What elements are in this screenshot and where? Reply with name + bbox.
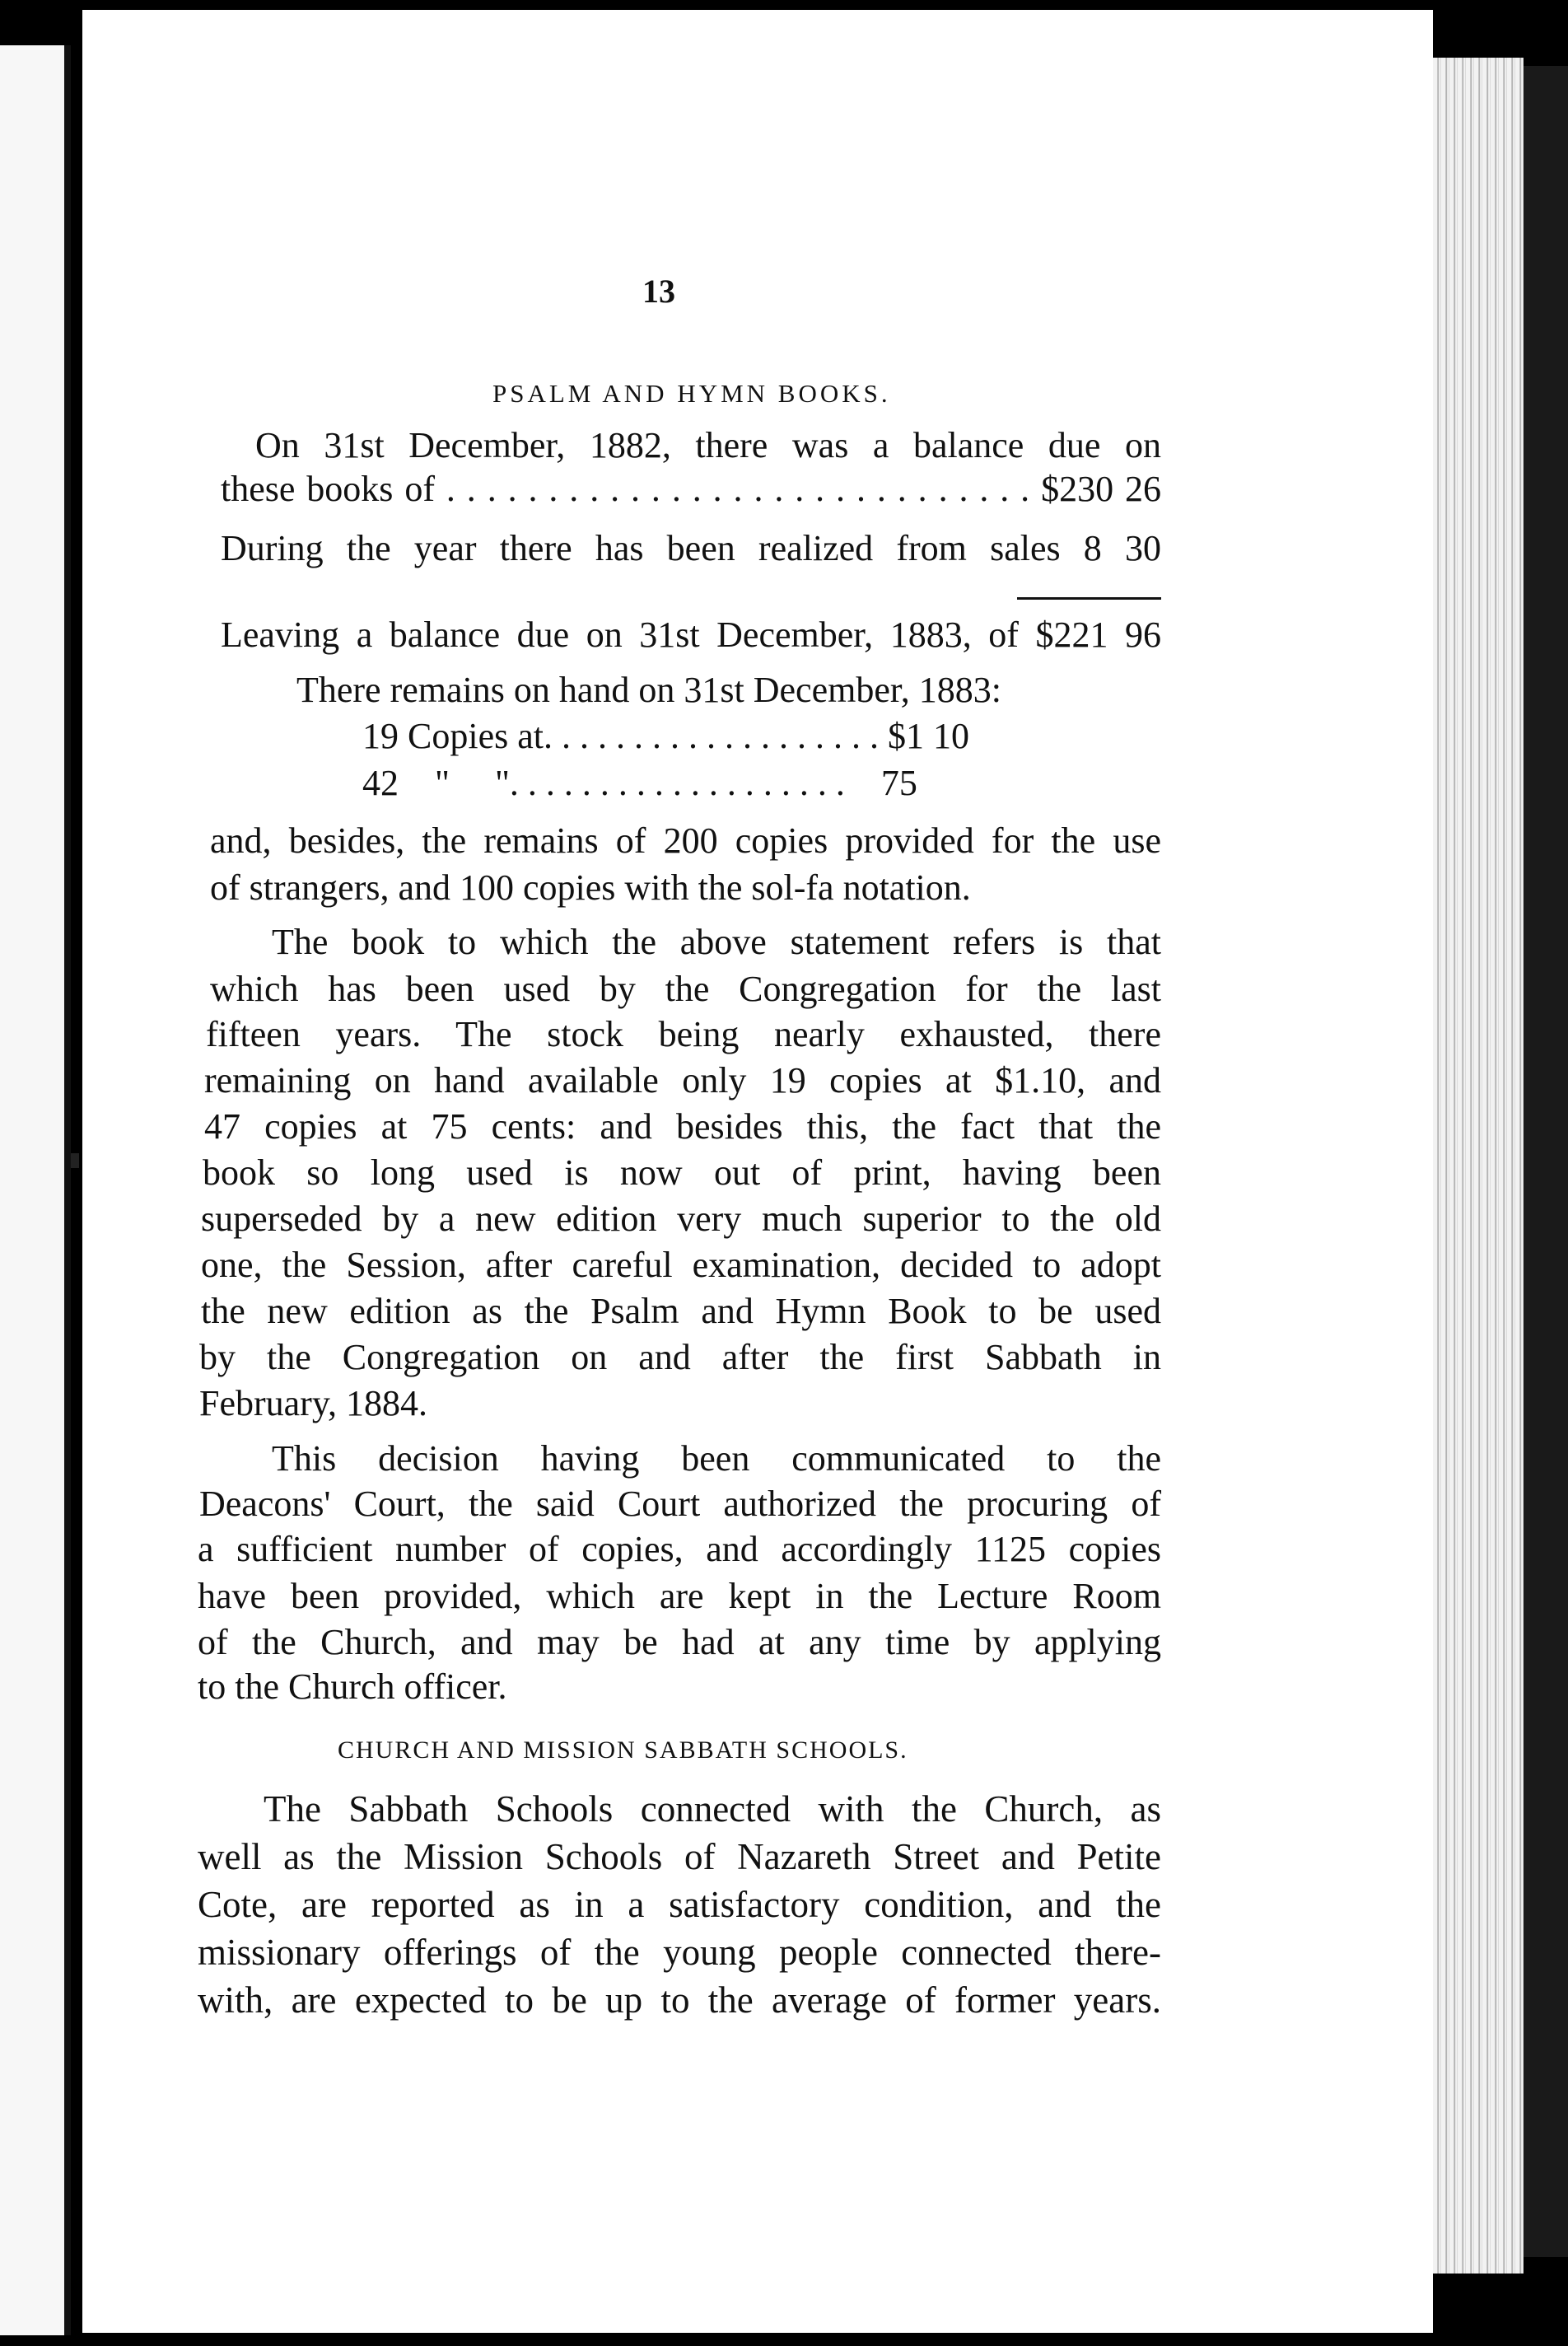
paragraph-line: Deacons' Court, the said Court authorized the procuring of [199,1484,1161,1524]
paragraph-line: book so long used is now out of print, having been [203,1152,1161,1193]
spine-mark [71,1153,79,1168]
paragraph-line: 47 copies at 75 cents: and besides this, the fact that the [204,1106,1161,1147]
paragraph-line: to the Church officer. [198,1666,507,1707]
paragraph-line: with, are expected to be up to the average of former years. [198,1979,1161,2021]
account-line: and, besides, the remains of 200 copies provided for the use [210,820,1161,861]
paragraph-line: missionary offerings of the young people connected there- [198,1932,1161,1973]
paragraph-line: fifteen years. The stock being nearly exhausted, there [206,1014,1161,1054]
section-heading-sabbath-schools: CHURCH AND MISSION SABBATH SCHOOLS. [338,1736,908,1764]
account-line: of strangers, and 100 copies with the sol-fa notation. [210,867,971,908]
paragraph-line: by the Congregation on and after the first Sabbath in [199,1337,1161,1377]
paragraph-line: superseded by a new edition very much superior to the old [201,1199,1161,1239]
paragraph-line: have been provided, which are kept in the Lecture Room [198,1576,1161,1616]
paragraph-line: Cote, are reported as in a satisfactory condition, and the [198,1884,1161,1925]
paragraph-line: the new edition as the Psalm and Hymn Book to be used [201,1291,1161,1331]
stock-line: 19 Copies at. . . . . . . . . . . . . . . . . . . $1 10 [362,716,969,756]
account-line: Leaving a balance due on 31st December, 1883, of $221 96 [221,615,1161,655]
section-heading-psalm-hymn: PSALM AND HYMN BOOKS. [492,379,891,408]
stock-line: 42 " ". . . . . . . . . . . . . . . . . . . 75 [362,763,917,803]
page-number: 13 [642,273,675,310]
paragraph-line: remaining on hand available only 19 copies at $1.10, and [204,1060,1161,1101]
paragraph-line: This decision having been communicated to the [272,1438,1161,1479]
account-line: these books of . . . . . . . . . . . . . . . . . . . . . . . . . . . . . $230 26 [221,469,1161,509]
paragraph-line: a sufficient number of copies, and accordingly 1125 copies [198,1529,1161,1569]
paragraph-line: which has been used by the Congregation for the last [210,969,1161,1009]
paragraph-line: well as the Mission Schools of Nazareth Street and Petite [198,1836,1161,1877]
page-edges [1433,58,1524,2274]
sum-rule [1017,597,1161,600]
paragraph-line: of the Church, and may be had at any time by applying [198,1622,1161,1662]
book-cover-edge [1524,66,1568,2257]
paragraph-line: February, 1884. [199,1383,427,1423]
paragraph-line: one, the Session, after careful examination, decided to adopt [201,1245,1161,1285]
paragraph-line: The book to which the above statement refers is that [272,922,1161,962]
account-line: On 31st December, 1882, there was a balance due on [255,425,1161,465]
account-line: There remains on hand on 31st December, 1883: [296,670,1001,710]
account-line: During the year there has been realized from sales 8 30 [221,528,1161,568]
facing-page-edge [0,45,71,2335]
paragraph-line: The Sabbath Schools connected with the Church, as [264,1788,1161,1830]
